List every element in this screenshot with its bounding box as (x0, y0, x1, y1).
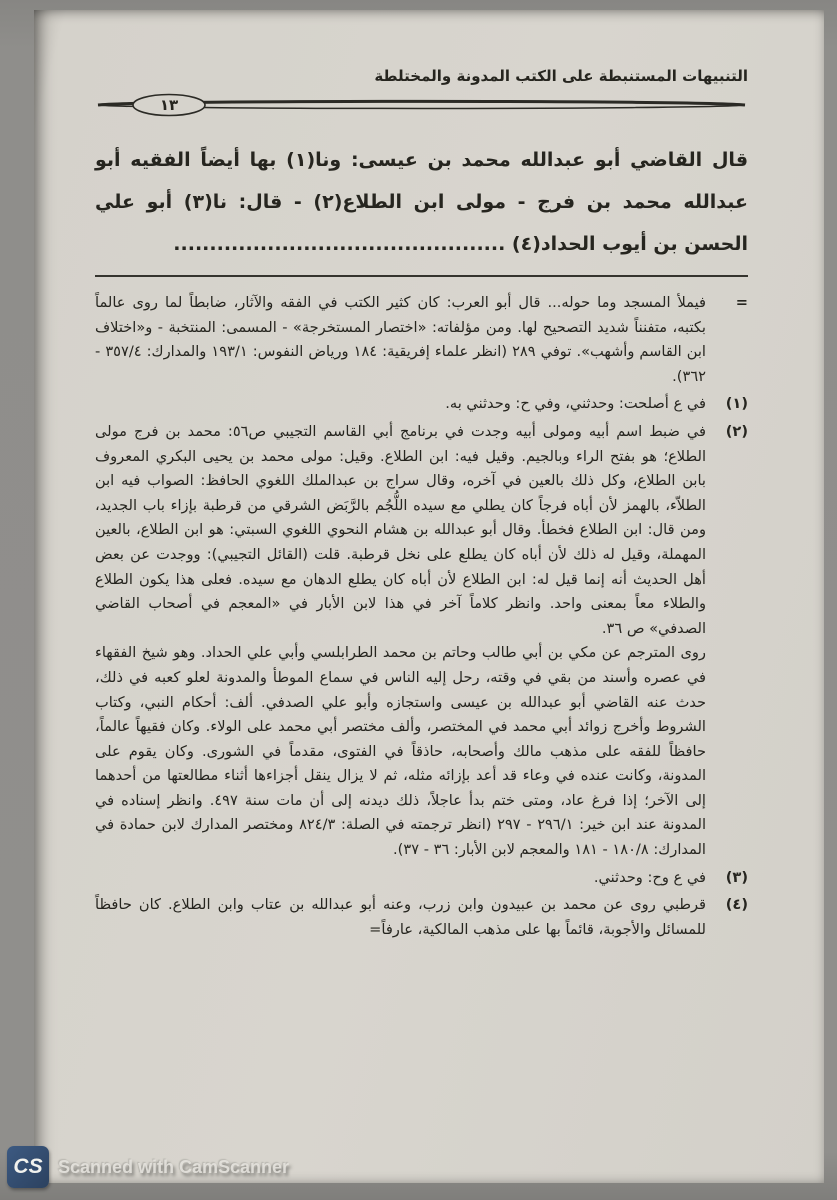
footnote-paragraph: فيملأ المسجد وما حوله... قال أبو العرب: كان كثير الكتب في الفقه والآثار، ضابطاً لما روى عالماً بكتبه، متفنناً شديد التصحيح لها. ومن مؤلفاته: «اختصار المستخرجة» - المسمى: المنتخبة - و«اختلاف ابن القاسم وأشهب». توفي ٢٨٩ (انظر علماء إفريقية: ١٨٤ ورياض النفوس: ١٩٣/١ والمدارك: ٣٥٧/٤ - ٣٦٢). (95, 294, 706, 385)
footnote-3 (95, 866, 748, 891)
footnote-continuation (95, 291, 748, 389)
footnote-paragraph: في ضبط اسم أبيه ومولى أبيه وجدت في برنامج أبي القاسم التجيبي ص٥٦: محمد بن فرج مولى الطلاع؛ هو بفتح الراء وبالجيم. وقيل فيه: ابن الطلاع. وقيل: مولى محمد بن يحيى البكري المعروف بابن الطلاع، وكل ذلك بالعين في آخره، وقال سراج بن عبدالملك اللغوي الحافظ: الصواب فيه ابن الطلاّء، بالهمز لأن أباه فرجاً كان يطلي مع سيده اللُّجُم بالرَّبَض الشرقي من قرطبة بإزاء باب الجديد، ومن قال: ابن الطلاع فخطأ. وقال أبو عبدالله بن هشام النحوي اللغوي السبتي: هو ابن الطلاع، بالعين المهملة، وقيل له ذلك لأن أباه كان يطلع على نخل قرطبة. قلت (القائل التجيبي): ووجدت عن بعض أهل الحديث أنه إنما قيل له: ابن الطلاع لأن أباه كان يطلع الدهان مع سيده. فعلى هذا يكون الطلاع والطلاء معاً بمعنى واحد. وانظر كلاماً آخر في هذا لابن الأبار في «المعجم في أصحاب القاضي الصدفي» ص ٣٦. (95, 422, 706, 637)
footnote-text (95, 420, 706, 863)
footnote-marker: (٣) (725, 868, 748, 886)
running-title: التنبيهات المستنبطة على الكتب المدونة والمختلطة (374, 67, 748, 85)
paper-page (34, 10, 824, 1183)
footnote-paragraph: قرطبي روى عن محمد بن عبيدون وابن زرب، وعنه أبو عبدالله بن عتاب وابن الطلاع. كان حافظاً للمسائل والأجوبة، قائماً بها على مذهب المالكية، عارفاً= (95, 896, 706, 938)
footnote-text (95, 893, 706, 942)
camscanner-logo-icon: CS (7, 1146, 49, 1188)
footnote-paragraph: في ع وح: وحدثني. (593, 868, 706, 886)
footnote-marker: = (735, 294, 748, 311)
main-text-line-1: قال القاضي أبو عبدالله محمد بن عيسى: ونا(١) بها أيضاً الفقيه أبو (95, 149, 749, 171)
footnote-marker: (٢) (725, 422, 748, 440)
page-header (95, 66, 748, 117)
main-text-line-2: عبدالله محمد بن فرج - مولى ابن الطلاع(٢) - قال: نا(٣) أبو علي (95, 191, 749, 213)
footnote-paragraph: روى المترجم عن مكي بن أبي طالب وحاتم بن محمد الطرابلسي وأبي علي الحداد. وهو شيخ الفقهاء في عصره وأسند من بقي في وقته، رحل إليه الناس في سماع الموطأ والمدونة لعلو كعبه في ذلك، حدث عنه القاضي أبو عبدالله بن عيسى واستجازه وأبو علي الصدفي. ألف: أحكام النبي، وكتاب الشروط وأخرج زوائد أبي محمد في المختصر، وألف مختصر أبي محمد على الولاء. وكان فقيهاً عالماً، حافظاً للفقه على مذهب مالك وأصحابه، حاذقاً في الفتوى، مقدماً في الشورى. وكان يقوم على المدونة، وكانت عنده في وعاء قد أعد بإزائه مثله، ثم لا يزال ينقل أجزاءها أثناء مطالعتها من أحدهما إلى الآخر؛ إذا فرغ عاد، ومتى ختم بدأ عاجلاً، ذلك ديدنه إلى أن مات سنة ٤٩٧. وانظر إسناده في المدونة عند ابن خير: ٢٩٦/١ - ٢٩٧ (انظر ترجمته في الصلة: ٨٢٤/٣ ومختصر المدارك لابن حمادة في المدارك: ١٨٠/٨ - ١٨١ والمعجم لابن الأبار: ٣٦ - ٣٧). (95, 644, 707, 859)
footnote-text (95, 866, 706, 891)
main-text-line-3: الحسن بن أيوب الحداد(٤) .............................................. (173, 233, 748, 255)
footnote-marker: (١) (725, 395, 748, 413)
page-content (95, 66, 748, 945)
header-ornament-rule (95, 93, 748, 117)
footnote-text (95, 291, 706, 389)
page-number: ١٣ (159, 96, 179, 114)
footnote-4 (95, 893, 748, 942)
footnote-2 (95, 420, 748, 863)
watermark-label: Scanned with CamScanner (58, 1157, 290, 1177)
footnotes-section (95, 291, 748, 942)
footnote-paragraph: في ع أصلحت: وحدثني، وفي ح: وحدثني به. (445, 395, 706, 413)
footnote-separator-line (95, 275, 748, 277)
footnote-marker: (٤) (725, 896, 748, 914)
footnote-text (95, 392, 706, 417)
footnote-1 (95, 392, 748, 417)
main-text (95, 139, 748, 265)
